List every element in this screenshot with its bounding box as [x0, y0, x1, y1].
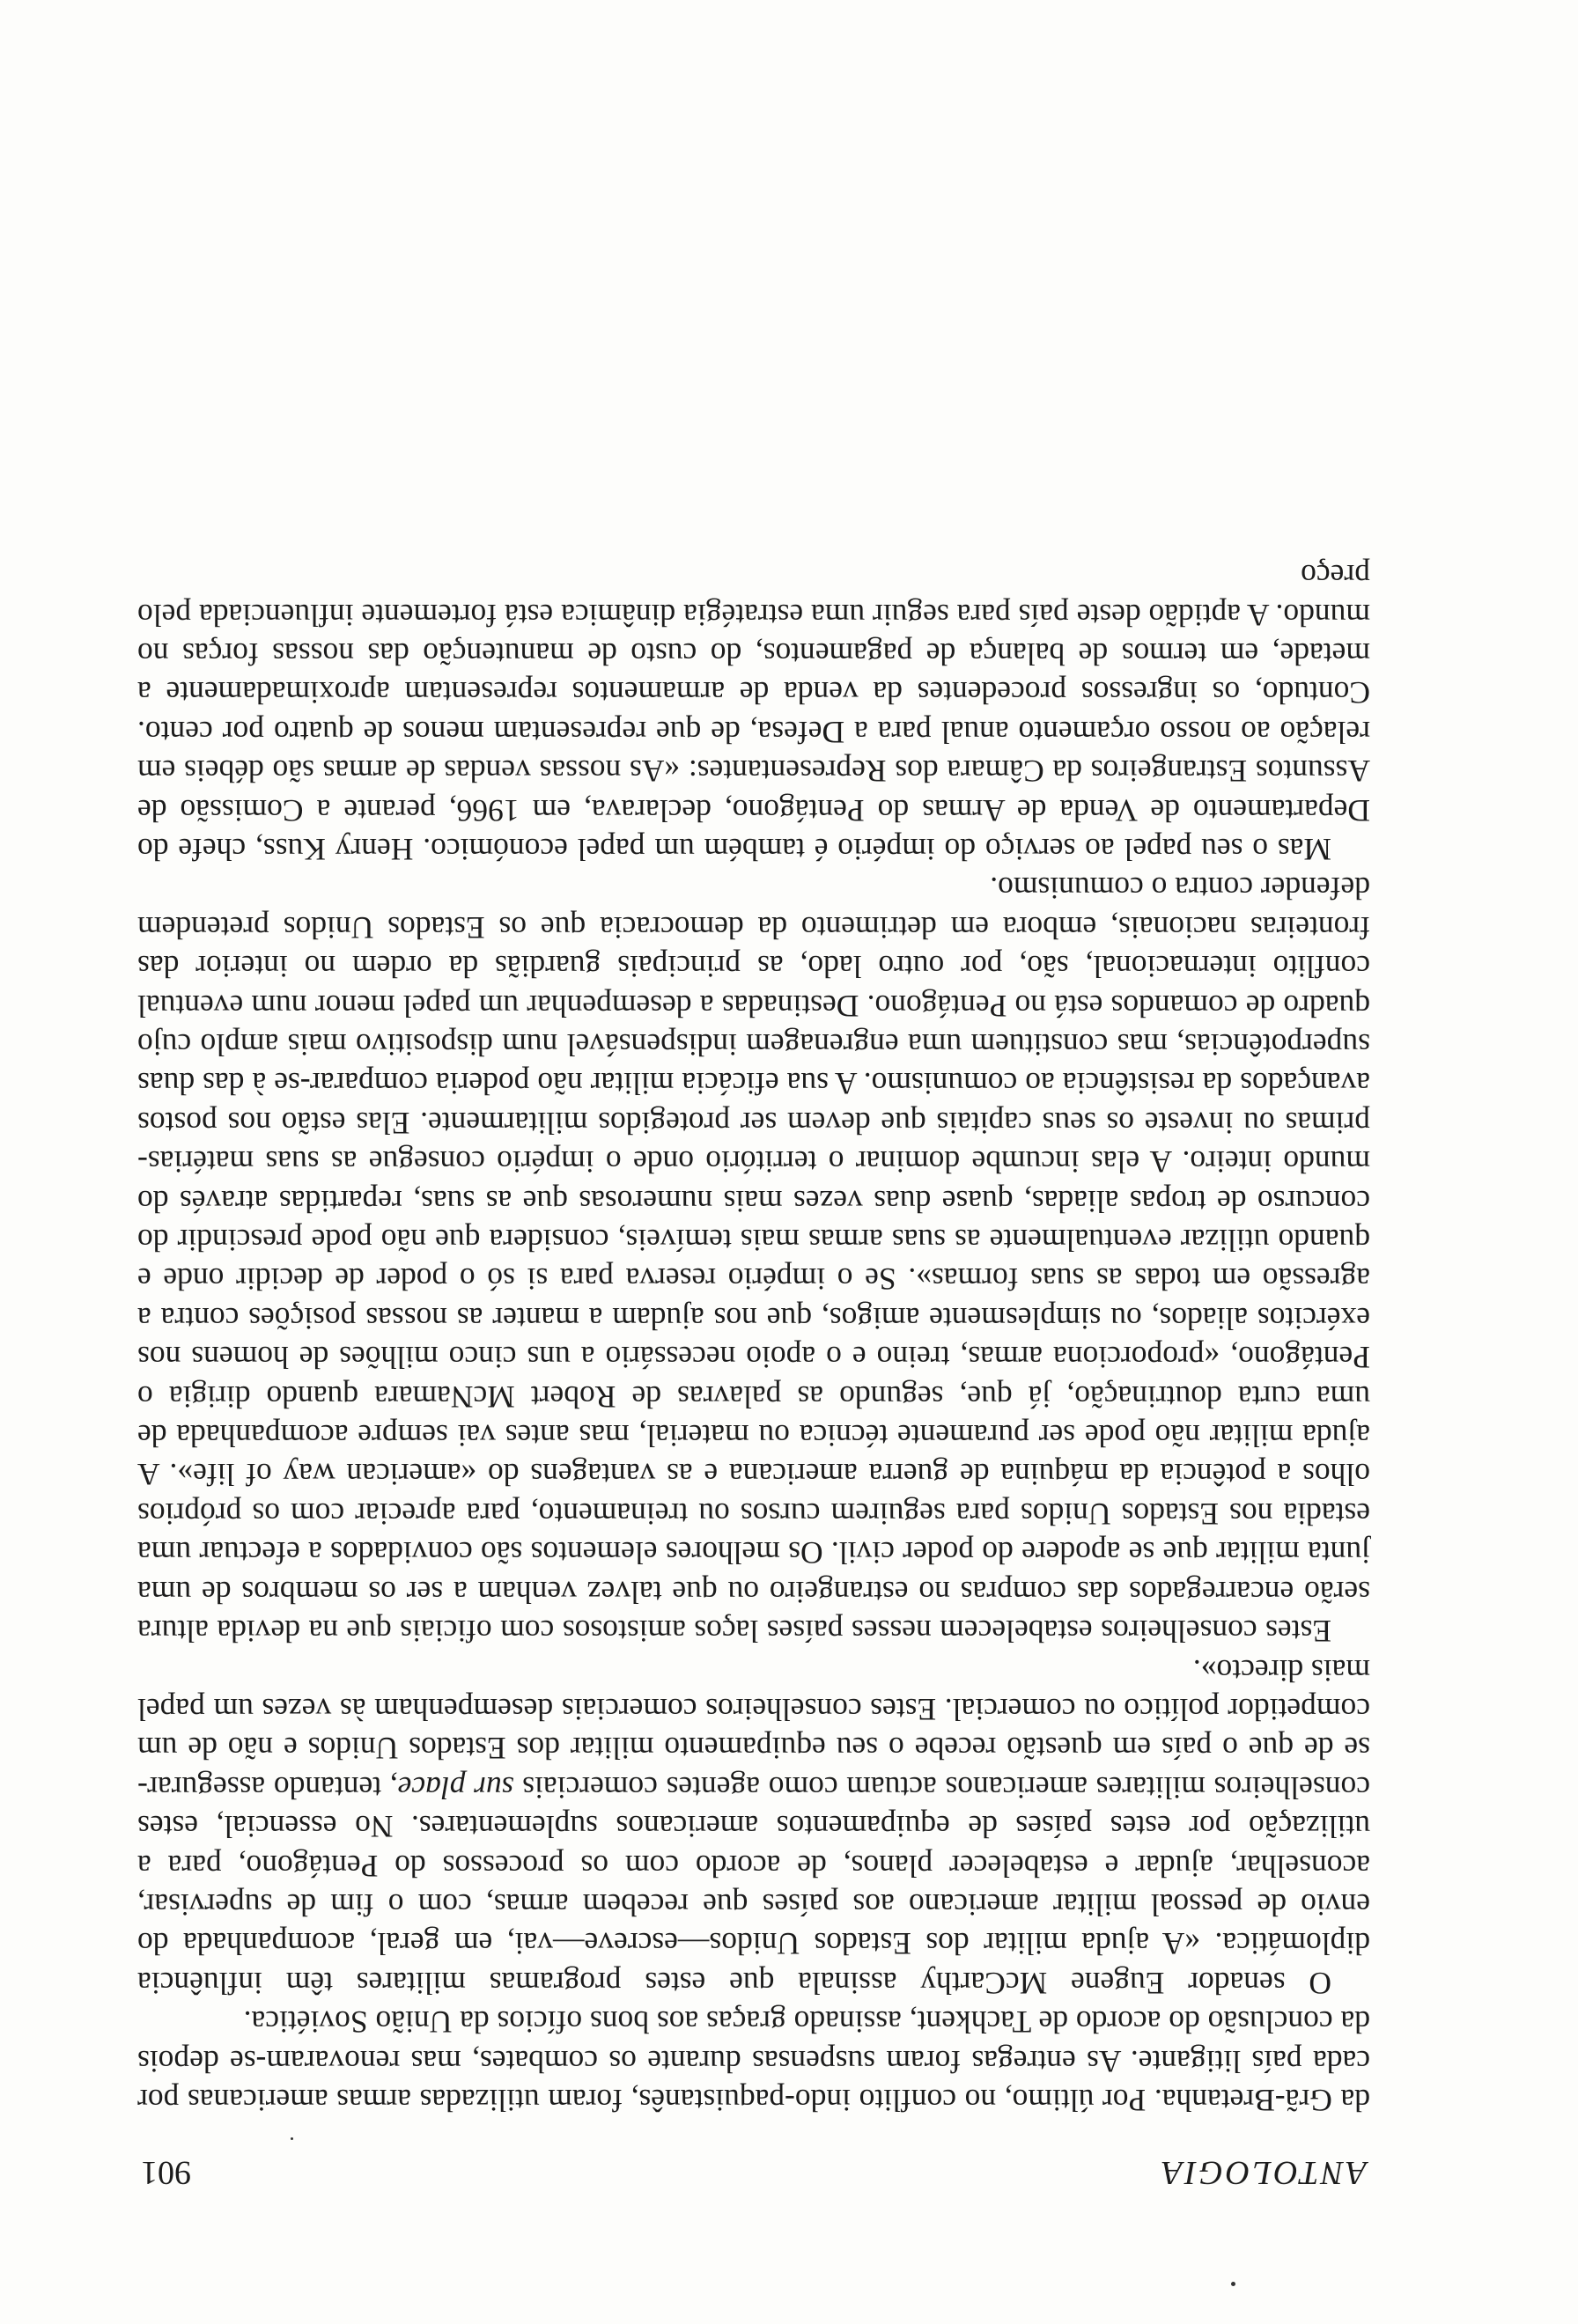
text-run: O senador Eugene McCarthy assinala que estes programas militares têm influência diplomática. «A ajuda militar dos Estados Unidos—escreve—vai, em geral, acompanhada do envio de pessoal militar americano aos países que recebem armas, com o fim de supervisar, aconselhar, ajudar e estabelecer planos, de acordo com os processos do Pentágono, para a utilização por estes países de equipamentos americanos suplementares. No essencial, estes conselheiros militares americanos actuam como agentes comerciais	[137, 1769, 1370, 2001]
text-run: Estes conselheiros estabelecem nesses países laços amistosos com oficiais que na devida altura serão encarregados das compras no estrangeiro ou que talvez venham a ser os membros de uma junta militar que se apodere do poder civil. Os melhores elementos são convidados a efectuar uma estadia nos Estados Unidos para seguirem cursos ou treinamento, para apreciar com os próprios olhos a potência da máquina de guerra americana e as vantagens do «american way of life». A ajuda militar não pode ser puramente técnica ou material, mas antes vai sempre acompanhada de uma curta doutrinação, já que, segundo as palavras de Robert McNamara quando dirigia o Pentágono, «proporciona armas, treino e o apoio necessário a uns cinco milhões de homens nos exércitos aliados, ou simplesmente amigos, que nos ajudam a manter as nossas posições contra a agressão em todas as suas formas». Se o império reserva para si só o poder de decidir onde e quando utilizar eventualmente as suas armas mais temíveis, considera que não pode prescindir do concurso de tropas aliadas, quase duas vezes mais numerosas que as suas, repartidas através do mundo inteiro. A elas incumbe dominar o território onde o império consegue as suas matérias-primas ou investe os seus capitais que devem ser protegidos militarmente. Elas estão nos postos avançados da resistência ao comunismo. A sua eficácia militar não poderia comparar-se à das duas superpotências, mas constituem uma engrenagem indispensável num dispositivo mais amplo cujo quadro de comandos está no Pentágono. Destinadas a desempenhar um papel menor num eventual conflito internacional, são, por outro lado, as principais guardiãs da ordem no interior das fronteiras nacionais, embora em detrimento da democracia que os Estados Unidos pretendem defender contra o comunismo.	[137, 871, 1370, 1650]
body-text	[137, 556, 1370, 2120]
paragraph	[137, 869, 1370, 1651]
italic-phrase: sur place	[397, 1769, 514, 1806]
paragraph	[137, 2003, 1370, 2120]
paragraph	[137, 1651, 1370, 2003]
print-speck	[1231, 2282, 1235, 2286]
page-number: 901	[141, 2154, 191, 2191]
running-head	[141, 2143, 1367, 2192]
paragraph	[137, 556, 1370, 869]
running-head-title: ANTOLOGIA	[1159, 2154, 1367, 2191]
text-run: Mas o seu papel ao serviço do império é também um papel económico. Henry Kuss, chefe do Departamento de Venda de Armas do Pentágono, declarava, em 1966, perante a Comissão de Assuntos Estrangeiros da Câmara dos Representantes: «As nossas vendas de armas são débeis em relação ao nosso orçamento anual para a Defesa, de que representam menos de quatro por cento. Contudo, os ingressos procedentes da venda de armamentos representam aproximadamente a metade, em termos de balança de pagamentos, do custo de manutenção das nossas forças no mundo. A aptidão deste país para seguir uma estratégia dinâmica está fortemente influenciada pelo preço	[137, 558, 1370, 867]
text-run: , tentando assegurar-se de que o país em questão recebe o seu equipamento militar dos Estados Unidos e não de um competidor político ou comercial. Estes conselheiros comerciais desempenham às vezes um papel mais directo».	[137, 1652, 1370, 1806]
print-speck	[291, 2137, 293, 2140]
text-run: da Grã-Bretanha. Por último, no conflito indo-paquistanês, foram utilizadas armas americanas por cada país litigante. As entregas foram suspensas durante os combates, mas renovaram-se depois da conclusão do acordo de Tachkent, assinado graças aos bons ofícios da União Soviética.	[137, 2004, 1370, 2118]
